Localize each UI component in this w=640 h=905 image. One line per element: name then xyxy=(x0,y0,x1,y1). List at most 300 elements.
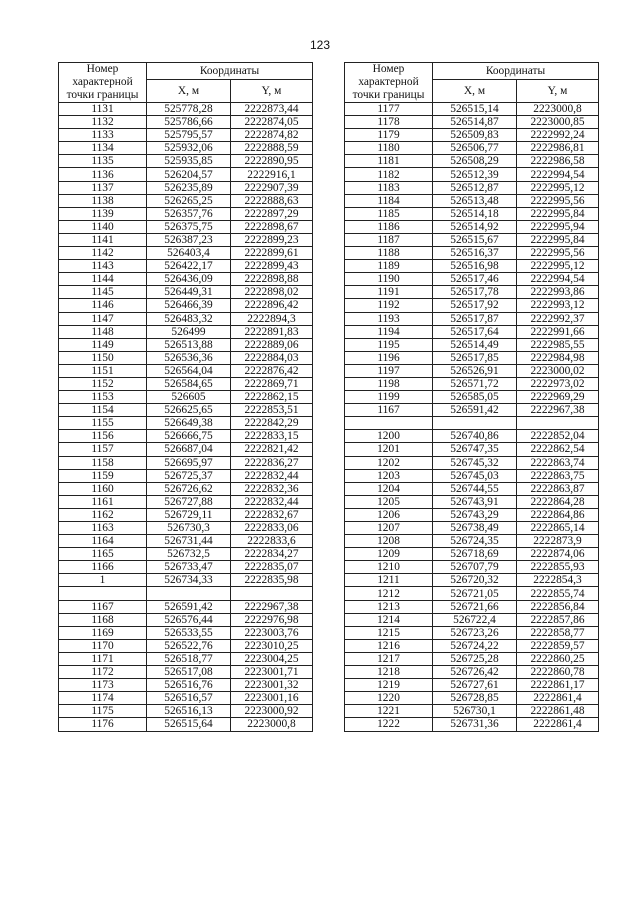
point-number-cell: 1145 xyxy=(59,286,147,299)
point-number-cell: 1197 xyxy=(345,364,433,377)
point-number-cell: 1183 xyxy=(345,181,433,194)
point-number-cell: 1181 xyxy=(345,155,433,168)
x-cell: 526731,44 xyxy=(147,535,231,548)
point-number-cell: 1173 xyxy=(59,679,147,692)
table-row xyxy=(59,377,313,390)
point-number-cell: 1134 xyxy=(59,142,147,155)
y-cell: 2223003,76 xyxy=(231,626,313,639)
point-number-cell: 1161 xyxy=(59,495,147,508)
table-row xyxy=(345,233,599,246)
table-row xyxy=(59,247,313,260)
point-number-cell: 1151 xyxy=(59,364,147,377)
table-row xyxy=(59,194,313,207)
y-cell: 2222995,94 xyxy=(517,220,599,233)
header-x: X, м xyxy=(147,80,231,103)
table-row xyxy=(59,652,313,665)
point-number-cell: 1184 xyxy=(345,194,433,207)
point-number-cell: 1156 xyxy=(59,430,147,443)
point-number-cell: 1216 xyxy=(345,639,433,652)
point-number-cell: 1150 xyxy=(59,351,147,364)
x-cell: 526513,48 xyxy=(433,194,517,207)
point-number-cell: 1208 xyxy=(345,535,433,548)
x-cell: 526526,91 xyxy=(433,364,517,377)
x-cell: 526740,86 xyxy=(433,430,517,443)
y-cell: 2222861,4 xyxy=(517,692,599,705)
y-cell: 2222907,39 xyxy=(231,181,313,194)
y-cell: 2222991,66 xyxy=(517,325,599,338)
x-cell: 526509,83 xyxy=(433,129,517,142)
table-row xyxy=(345,142,599,155)
x-cell: 526733,47 xyxy=(147,561,231,574)
x-cell: 526357,76 xyxy=(147,207,231,220)
table-row xyxy=(345,600,599,613)
table-row xyxy=(59,639,313,652)
table-row xyxy=(59,338,313,351)
table-row xyxy=(345,338,599,351)
y-cell: 2222856,84 xyxy=(517,600,599,613)
point-number-cell xyxy=(345,417,433,430)
point-number-cell: 1212 xyxy=(345,587,433,600)
point-number-cell: 1193 xyxy=(345,312,433,325)
y-cell: 2222835,98 xyxy=(231,574,313,587)
x-cell: 526515,14 xyxy=(433,103,517,116)
y-cell: 2222995,56 xyxy=(517,247,599,260)
table-row xyxy=(345,561,599,574)
table-row xyxy=(59,626,313,639)
table-row xyxy=(345,574,599,587)
point-number-cell: 1195 xyxy=(345,338,433,351)
x-cell: 526727,61 xyxy=(433,679,517,692)
x-cell: 526387,23 xyxy=(147,233,231,246)
table-row xyxy=(345,495,599,508)
point-number-cell: 1153 xyxy=(59,391,147,404)
y-cell: 2222888,59 xyxy=(231,142,313,155)
point-number-cell: 1165 xyxy=(59,548,147,561)
point-number-cell: 1171 xyxy=(59,652,147,665)
point-number-cell: 1192 xyxy=(345,299,433,312)
y-cell: 2222888,63 xyxy=(231,194,313,207)
point-number-cell: 1202 xyxy=(345,456,433,469)
y-cell: 2222969,29 xyxy=(517,391,599,404)
x-cell: 525778,28 xyxy=(147,103,231,116)
y-cell: 2222852,04 xyxy=(517,430,599,443)
x-cell: 526718,69 xyxy=(433,548,517,561)
y-cell: 2223001,71 xyxy=(231,666,313,679)
table-row xyxy=(59,522,313,535)
y-cell: 2222821,42 xyxy=(231,443,313,456)
y-cell: 2222898,67 xyxy=(231,220,313,233)
table-row xyxy=(59,364,313,377)
point-number-cell: 1220 xyxy=(345,692,433,705)
y-cell: 2223000,85 xyxy=(517,116,599,129)
table-row xyxy=(59,482,313,495)
x-cell: 526571,72 xyxy=(433,377,517,390)
point-number-cell: 1174 xyxy=(59,692,147,705)
table-row xyxy=(59,220,313,233)
y-cell: 2222854,3 xyxy=(517,574,599,587)
table-row xyxy=(59,666,313,679)
header-point-number: Номер характерной точки границы xyxy=(345,63,433,103)
point-number-cell: 1175 xyxy=(59,705,147,718)
table-row xyxy=(59,574,313,587)
table-row xyxy=(59,168,313,181)
y-cell: 2222832,36 xyxy=(231,482,313,495)
point-number-cell: 1204 xyxy=(345,482,433,495)
table-row xyxy=(59,273,313,286)
table-row xyxy=(59,299,313,312)
point-number-cell: 1182 xyxy=(345,168,433,181)
y-cell: 2222899,61 xyxy=(231,247,313,260)
point-number-cell: 1155 xyxy=(59,417,147,430)
table-row xyxy=(59,495,313,508)
table-row xyxy=(59,718,313,731)
y-cell: 2222873,44 xyxy=(231,103,313,116)
point-number-cell: 1 xyxy=(59,574,147,587)
y-cell: 2222860,78 xyxy=(517,666,599,679)
table-row xyxy=(345,613,599,626)
x-cell: 526265,25 xyxy=(147,194,231,207)
table-row xyxy=(345,679,599,692)
y-cell: 2222995,84 xyxy=(517,207,599,220)
x-cell: 526375,75 xyxy=(147,220,231,233)
point-number-cell: 1221 xyxy=(345,705,433,718)
point-number-cell: 1196 xyxy=(345,351,433,364)
x-cell: 526512,87 xyxy=(433,181,517,194)
y-cell: 2222994,54 xyxy=(517,273,599,286)
x-cell: 526517,46 xyxy=(433,273,517,286)
table-row xyxy=(59,600,313,613)
point-number-cell: 1218 xyxy=(345,666,433,679)
header-coordinates: Координаты xyxy=(433,63,599,80)
x-cell: 526707,79 xyxy=(433,561,517,574)
x-cell: 526514,49 xyxy=(433,338,517,351)
y-cell: 2223000,92 xyxy=(231,705,313,718)
point-number-cell: 1172 xyxy=(59,666,147,679)
point-number-cell: 1191 xyxy=(345,286,433,299)
table-row xyxy=(345,469,599,482)
x-cell: 526483,32 xyxy=(147,312,231,325)
table-row xyxy=(345,652,599,665)
point-number-cell: 1214 xyxy=(345,613,433,626)
point-number-cell: 1177 xyxy=(345,103,433,116)
table-row xyxy=(345,377,599,390)
y-cell: 2222833,15 xyxy=(231,430,313,443)
x-cell: 526726,42 xyxy=(433,666,517,679)
x-cell: 526517,64 xyxy=(433,325,517,338)
table-row xyxy=(59,692,313,705)
y-cell: 2222855,74 xyxy=(517,587,599,600)
point-number-cell: 1149 xyxy=(59,338,147,351)
page-number: 123 xyxy=(309,38,331,52)
point-number-cell: 1147 xyxy=(59,312,147,325)
point-number-cell: 1140 xyxy=(59,220,147,233)
y-cell: 2222984,98 xyxy=(517,351,599,364)
y-cell: 2222897,29 xyxy=(231,207,313,220)
y-cell: 2222863,74 xyxy=(517,456,599,469)
point-number-cell: 1210 xyxy=(345,561,433,574)
x-cell: 526517,08 xyxy=(147,666,231,679)
table-row xyxy=(59,508,313,521)
table-row xyxy=(345,103,599,116)
x-cell: 526513,88 xyxy=(147,338,231,351)
table-row xyxy=(345,692,599,705)
y-cell: 2222864,86 xyxy=(517,508,599,521)
y-cell: 2222863,87 xyxy=(517,482,599,495)
x-cell: 526745,03 xyxy=(433,469,517,482)
point-number-cell: 1162 xyxy=(59,508,147,521)
table-row xyxy=(345,299,599,312)
y-cell: 2222898,88 xyxy=(231,273,313,286)
x-cell: 526724,35 xyxy=(433,535,517,548)
y-cell: 2222874,82 xyxy=(231,129,313,142)
y-cell: 2222896,42 xyxy=(231,299,313,312)
x-cell: 526436,09 xyxy=(147,273,231,286)
table-row xyxy=(345,404,599,417)
x-cell: 526506,77 xyxy=(433,142,517,155)
x-cell: 526625,65 xyxy=(147,404,231,417)
table-row xyxy=(345,168,599,181)
y-cell: 2222836,27 xyxy=(231,456,313,469)
table-row xyxy=(59,103,313,116)
x-cell: 526729,11 xyxy=(147,508,231,521)
x-cell: 526518,77 xyxy=(147,652,231,665)
x-cell: 526585,05 xyxy=(433,391,517,404)
y-cell: 2222861,48 xyxy=(517,705,599,718)
point-number-cell: 1194 xyxy=(345,325,433,338)
x-cell: 526522,76 xyxy=(147,639,231,652)
x-cell: 525795,57 xyxy=(147,129,231,142)
x-cell: 525786,66 xyxy=(147,116,231,129)
table-row xyxy=(59,312,313,325)
y-cell: 2222985,55 xyxy=(517,338,599,351)
x-cell: 526517,78 xyxy=(433,286,517,299)
point-number-cell: 1219 xyxy=(345,679,433,692)
y-cell: 2222995,12 xyxy=(517,181,599,194)
x-cell: 526723,26 xyxy=(433,626,517,639)
x-cell: 526732,5 xyxy=(147,548,231,561)
table-row xyxy=(59,417,313,430)
x-cell: 526730,1 xyxy=(433,705,517,718)
table-row xyxy=(59,456,313,469)
table-row xyxy=(59,325,313,338)
x-cell: 526743,91 xyxy=(433,495,517,508)
y-cell: 2222967,38 xyxy=(231,600,313,613)
y-cell: 2222864,28 xyxy=(517,495,599,508)
table-row xyxy=(345,626,599,639)
x-cell: 526516,57 xyxy=(147,692,231,705)
y-cell: 2222873,9 xyxy=(517,535,599,548)
table-row xyxy=(59,286,313,299)
table-row xyxy=(59,430,313,443)
table-row xyxy=(59,535,313,548)
x-cell: 526536,36 xyxy=(147,351,231,364)
point-number-cell: 1188 xyxy=(345,247,433,260)
x-cell: 526731,36 xyxy=(433,718,517,731)
x-cell: 526695,97 xyxy=(147,456,231,469)
x-cell xyxy=(433,417,517,430)
y-cell xyxy=(231,587,313,600)
header-x: X, м xyxy=(433,80,517,103)
point-number-cell: 1201 xyxy=(345,443,433,456)
table-row xyxy=(59,443,313,456)
y-cell: 2222986,58 xyxy=(517,155,599,168)
table-row xyxy=(345,548,599,561)
point-number-cell: 1215 xyxy=(345,626,433,639)
point-number-cell: 1189 xyxy=(345,260,433,273)
point-number-cell: 1133 xyxy=(59,129,147,142)
point-number-cell: 1166 xyxy=(59,561,147,574)
point-number-cell: 1141 xyxy=(59,233,147,246)
x-cell xyxy=(147,587,231,600)
table-row xyxy=(59,391,313,404)
point-number-cell: 1206 xyxy=(345,508,433,521)
x-cell: 526403,4 xyxy=(147,247,231,260)
y-cell: 2222874,05 xyxy=(231,116,313,129)
point-number-cell: 1205 xyxy=(345,495,433,508)
y-cell: 2223000,8 xyxy=(231,718,313,731)
table-row xyxy=(345,666,599,679)
table-row xyxy=(345,456,599,469)
y-cell: 2223000,8 xyxy=(517,103,599,116)
y-cell: 2223000,02 xyxy=(517,364,599,377)
table-row xyxy=(59,561,313,574)
table-row xyxy=(345,351,599,364)
y-cell: 2222861,4 xyxy=(517,718,599,731)
y-cell: 2222861,17 xyxy=(517,679,599,692)
table-row xyxy=(345,194,599,207)
x-cell: 526722,4 xyxy=(433,613,517,626)
point-number-cell: 1203 xyxy=(345,469,433,482)
point-number-cell: 1178 xyxy=(345,116,433,129)
y-cell: 2222835,07 xyxy=(231,561,313,574)
y-cell: 2222891,83 xyxy=(231,325,313,338)
coordinates-table-left xyxy=(58,62,313,732)
table-row xyxy=(59,705,313,718)
table-row xyxy=(345,155,599,168)
table-row xyxy=(59,351,313,364)
x-cell: 526687,04 xyxy=(147,443,231,456)
x-cell: 526730,3 xyxy=(147,522,231,535)
point-number-cell: 1131 xyxy=(59,103,147,116)
y-cell: 2222842,29 xyxy=(231,417,313,430)
point-number-cell: 1209 xyxy=(345,548,433,561)
table-row xyxy=(59,548,313,561)
x-cell: 526576,44 xyxy=(147,613,231,626)
y-cell: 2222995,84 xyxy=(517,233,599,246)
point-number-cell: 1180 xyxy=(345,142,433,155)
point-number-cell: 1157 xyxy=(59,443,147,456)
x-cell: 526517,92 xyxy=(433,299,517,312)
x-cell: 526564,04 xyxy=(147,364,231,377)
table-row xyxy=(345,181,599,194)
y-cell: 2222884,03 xyxy=(231,351,313,364)
table-row xyxy=(345,508,599,521)
point-number-cell: 1164 xyxy=(59,535,147,548)
y-cell: 2223001,16 xyxy=(231,692,313,705)
y-cell: 2222863,75 xyxy=(517,469,599,482)
table-row xyxy=(345,247,599,260)
point-number-cell: 1207 xyxy=(345,522,433,535)
y-cell: 2222874,06 xyxy=(517,548,599,561)
x-cell: 526744,55 xyxy=(433,482,517,495)
point-number-cell: 1168 xyxy=(59,613,147,626)
point-number-cell: 1213 xyxy=(345,600,433,613)
x-cell: 526533,55 xyxy=(147,626,231,639)
point-number-cell: 1186 xyxy=(345,220,433,233)
point-number-cell: 1158 xyxy=(59,456,147,469)
table-row xyxy=(345,718,599,731)
point-number-cell: 1152 xyxy=(59,377,147,390)
table-row xyxy=(345,220,599,233)
table-row xyxy=(59,181,313,194)
x-cell: 526605 xyxy=(147,391,231,404)
y-cell: 2222976,98 xyxy=(231,613,313,626)
table-row xyxy=(59,679,313,692)
table-row xyxy=(59,613,313,626)
x-cell: 526422,17 xyxy=(147,260,231,273)
table-row xyxy=(345,522,599,535)
y-cell: 2222855,93 xyxy=(517,561,599,574)
point-number-cell: 1199 xyxy=(345,391,433,404)
header-y: Y, м xyxy=(231,80,313,103)
y-cell: 2222889,06 xyxy=(231,338,313,351)
point-number-cell: 1132 xyxy=(59,116,147,129)
x-cell: 526725,28 xyxy=(433,652,517,665)
x-cell: 526727,88 xyxy=(147,495,231,508)
x-cell: 526726,62 xyxy=(147,482,231,495)
table-row xyxy=(345,207,599,220)
y-cell: 2222862,54 xyxy=(517,443,599,456)
point-number-cell: 1144 xyxy=(59,273,147,286)
point-number-cell: 1198 xyxy=(345,377,433,390)
table-row xyxy=(59,233,313,246)
x-cell: 526591,42 xyxy=(147,600,231,613)
x-cell: 526666,75 xyxy=(147,430,231,443)
x-cell: 526514,87 xyxy=(433,116,517,129)
y-cell: 2222832,44 xyxy=(231,495,313,508)
y-cell: 2222967,38 xyxy=(517,404,599,417)
y-cell: 2222890,95 xyxy=(231,155,313,168)
table-row xyxy=(59,260,313,273)
y-cell: 2222995,12 xyxy=(517,260,599,273)
x-cell: 526517,85 xyxy=(433,351,517,364)
point-number-cell: 1159 xyxy=(59,469,147,482)
y-cell: 2222858,77 xyxy=(517,626,599,639)
x-cell: 526649,38 xyxy=(147,417,231,430)
y-cell: 2222834,27 xyxy=(231,548,313,561)
point-number-cell: 1167 xyxy=(59,600,147,613)
table-row xyxy=(59,587,313,600)
x-cell: 526724,22 xyxy=(433,639,517,652)
table-row xyxy=(345,639,599,652)
table-row xyxy=(345,417,599,430)
point-number-cell: 1160 xyxy=(59,482,147,495)
y-cell: 2222857,86 xyxy=(517,613,599,626)
y-cell: 2222832,44 xyxy=(231,469,313,482)
y-cell: 2222973,02 xyxy=(517,377,599,390)
x-cell: 526516,98 xyxy=(433,260,517,273)
table-row xyxy=(59,404,313,417)
header-coordinates: Координаты xyxy=(147,63,313,80)
table-row xyxy=(345,286,599,299)
point-number-cell: 1185 xyxy=(345,207,433,220)
x-cell: 526591,42 xyxy=(433,404,517,417)
y-cell: 2222995,56 xyxy=(517,194,599,207)
table-row xyxy=(345,430,599,443)
x-cell: 526466,39 xyxy=(147,299,231,312)
point-number-cell: 1142 xyxy=(59,247,147,260)
x-cell: 526738,49 xyxy=(433,522,517,535)
